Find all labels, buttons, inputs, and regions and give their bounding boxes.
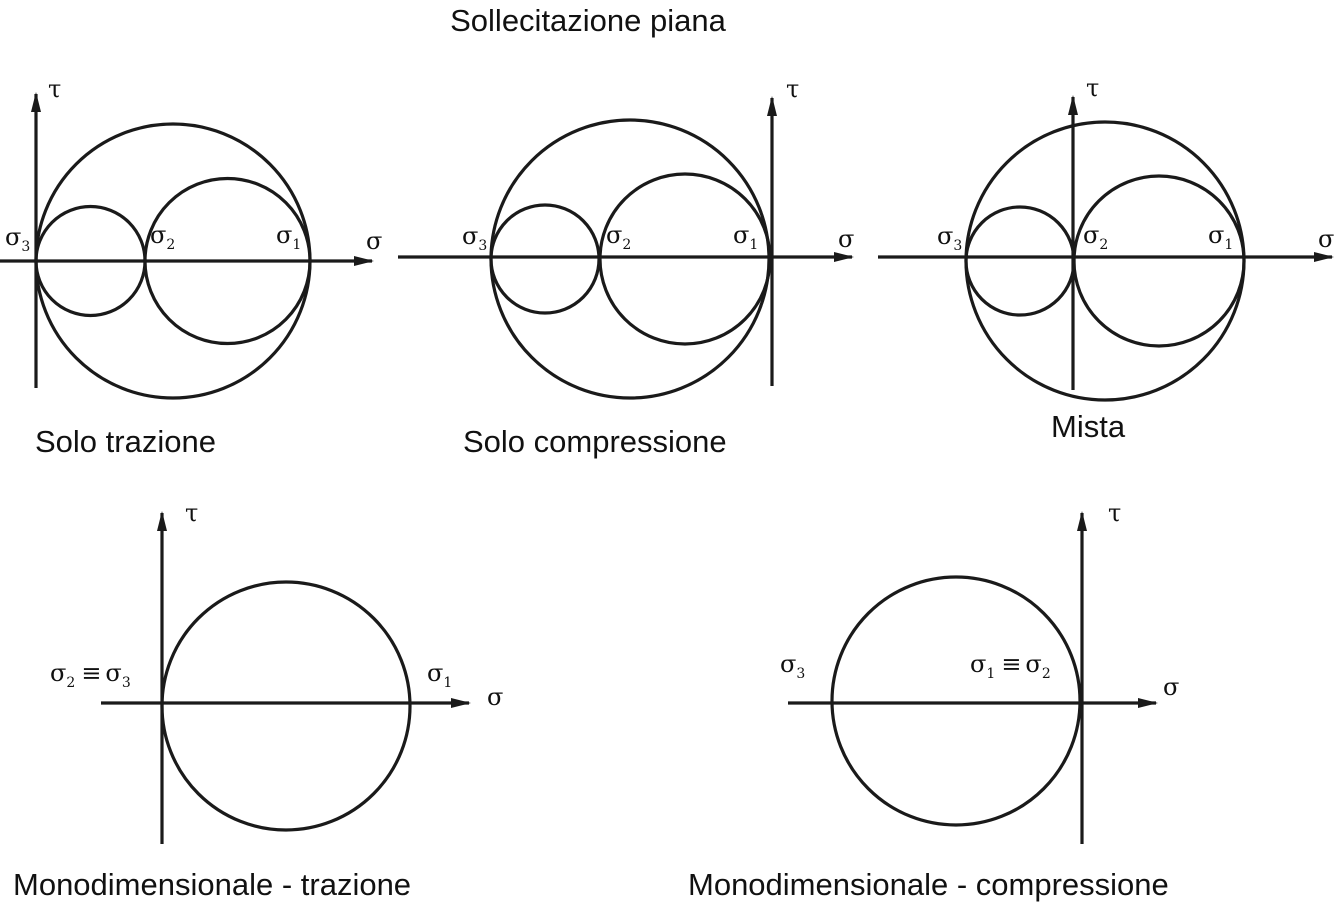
sigma1-label: $\sigma_1$ bbox=[427, 659, 453, 691]
mohr-circle-small bbox=[966, 207, 1074, 315]
mohr-circle bbox=[162, 582, 410, 830]
sigma2-label: $\sigma_2$ bbox=[1083, 221, 1109, 253]
mohr-circle-medium bbox=[1074, 176, 1244, 346]
sigma1-equiv-sigma2-label: $\sigma_1 \equiv \sigma_2$ bbox=[970, 650, 1051, 682]
sigma2-equiv-sigma3-label: $\sigma_2 \equiv \sigma_3$ bbox=[50, 659, 131, 691]
sigma3-label: $\sigma_3$ bbox=[462, 222, 488, 254]
sigma3-label: $\sigma_3$ bbox=[5, 223, 31, 255]
tau-axis-label: τ bbox=[1086, 74, 1100, 102]
mohr-circle-outer bbox=[491, 120, 769, 398]
panel-caption: Solo trazione bbox=[35, 424, 216, 459]
panel-solo-trazione bbox=[0, 75, 382, 459]
mohr-circle-medium bbox=[600, 174, 770, 344]
sigma-axis-label: σ bbox=[366, 227, 383, 255]
panel-mono-trazione bbox=[13, 499, 503, 902]
sigma-axis-label: σ bbox=[838, 225, 855, 253]
sigma3-label: $\sigma_3$ bbox=[937, 222, 963, 254]
tau-axis-label: τ bbox=[786, 75, 800, 103]
mohr-circle-outer bbox=[966, 122, 1244, 400]
sigma1-label: $\sigma_1$ bbox=[1208, 221, 1234, 253]
panel-caption: Solo compressione bbox=[463, 424, 727, 459]
panel-mista bbox=[878, 74, 1334, 444]
panel-caption: Mista bbox=[1051, 409, 1126, 444]
sigma-axis-label: σ bbox=[1318, 225, 1335, 253]
tau-axis-label: τ bbox=[48, 75, 62, 103]
sigma3-label: $\sigma_3$ bbox=[780, 650, 806, 682]
panel-caption: Monodimensionale - trazione bbox=[13, 867, 412, 902]
mohr-circle-small bbox=[491, 205, 599, 313]
sigma1-label: $\sigma_1$ bbox=[733, 221, 759, 253]
tau-axis-label: τ bbox=[185, 499, 199, 527]
sigma-axis-label: σ bbox=[487, 683, 504, 711]
tau-axis-label: τ bbox=[1108, 499, 1122, 527]
panel-solo-compressione bbox=[398, 75, 854, 459]
mohr-circle bbox=[832, 577, 1080, 825]
diagram-title: Sollecitazione piana bbox=[450, 3, 726, 38]
sigma1-label: $\sigma_1$ bbox=[276, 221, 302, 253]
panel-mono-compressione bbox=[688, 499, 1179, 902]
panel-caption: Monodimensionale - compressione bbox=[688, 867, 1169, 902]
sigma2-label: $\sigma_2$ bbox=[606, 221, 632, 253]
sigma-axis-label: σ bbox=[1163, 673, 1180, 701]
sigma2-label: $\sigma_2$ bbox=[150, 221, 176, 253]
